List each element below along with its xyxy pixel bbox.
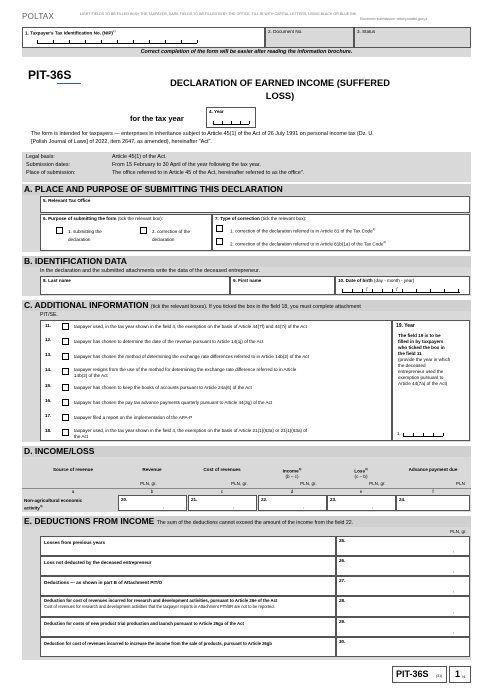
year-19-field[interactable] [392, 320, 470, 441]
non-agri-activity-label: Non-agricultural economic [24, 498, 83, 503]
deduction-field-29[interactable]: 29. , [336, 617, 470, 637]
electronic-submission-note: Electronic submission: www.podatki.gov.pl [360, 17, 428, 21]
col-letter-d: d [290, 489, 294, 494]
option-17-label: taxpayer filed a report on the implementation of the APA-P [74, 415, 193, 420]
nip-label: 1. Taxpayer's Tax Identification No. (NIP)$^{1)}$ [25, 29, 116, 36]
section-c-subtitle-2: PIT/SE. [40, 312, 58, 318]
brochure-warning: Correct completion of the form will be easier after reading the information brochure. [140, 49, 353, 55]
non-agri-activity-label-2: activity$^{4)}$ [24, 504, 43, 511]
correction-type-label: 7. Type of correction (tick the relevant box): [215, 216, 307, 221]
option-18-label: taxpayer used, in the tax year shown in the field 4, the exemption on the basis of Article 21(1)(63a) or 21(1)(63a) of [74, 428, 308, 433]
intro-line1: The form is intended for taxpayers — enterprises in inheritance subject to Article 45(1) of the Act of 26 July 1991 on personal income tax (Dz. U. [31, 131, 374, 137]
footer-page-total: /4 [462, 674, 466, 679]
advance-field-24[interactable]: 24. [396, 495, 470, 511]
purpose-label: 6. Purpose of submitting the form (tick the relevant box): [43, 216, 163, 221]
year-19-note-5: (provide the year in which [398, 357, 451, 362]
form-title-line1: DECLARATION OF EARNED INCOME (SUFFERED [170, 78, 390, 88]
nip-field[interactable] [22, 27, 265, 48]
fill-notice: LIGHT FIELDS TO BE FILLED IN BY THE TAXPAYER, DARK FIELDS TO BE FILLED IN BY THE OFFICE. FILL IN WITH CAPITAL LETTERS, USING BLACK OR BLUE INK. [80, 12, 358, 16]
year-19-note-3: who ticked the box in [398, 345, 445, 350]
option-17-number: 17. [45, 413, 52, 418]
option-14-number: 14. [45, 367, 52, 372]
col-letter-b: b [150, 489, 154, 494]
col-advance-header: Advance payment due [408, 467, 458, 472]
section-d-header: D. INCOME/LOSS [22, 446, 471, 457]
section-c-header [22, 300, 471, 311]
last-name-field[interactable] [40, 276, 230, 295]
col-income-header: Income$^{3)}$ [282, 467, 302, 474]
col-cost-header: Cost of revenues [203, 467, 241, 472]
section-c-subtitle: (tick the relevant boxes). If you ticked the box in the field 18, you must complete attachment [150, 304, 361, 310]
cost-field-21[interactable]: 21. , [188, 495, 257, 511]
deduction-field-30[interactable]: 30. [336, 637, 470, 657]
section-e-units: PLN, gr. [450, 529, 467, 534]
relevant-tax-office-field[interactable] [40, 196, 470, 213]
correction-81-checkbox[interactable] [216, 225, 223, 232]
status-field [354, 27, 471, 48]
col-letter-f: f [432, 489, 434, 494]
option-15-checkbox[interactable] [62, 384, 69, 391]
col-income-formula: (b – c) [285, 474, 299, 479]
year-19-note-2: filled in by taxpayers [398, 339, 444, 344]
document-no-field [265, 27, 354, 48]
correction-81b-label: 2. correction of the declaration referred to in Article 81b(1a) of the Tax Code$^{2)}$ [230, 240, 387, 247]
option-18-label-2: the Act [74, 434, 89, 439]
option-18-number: 18. [45, 428, 52, 433]
footer-code-text: PIT-36S [396, 669, 429, 679]
first-name-label: 9. First name [233, 278, 262, 283]
section-a-header: A. PLACE AND PURPOSE OF SUBMITTING THIS DECLARATION [22, 184, 471, 195]
form-code: PIT-36S [28, 68, 72, 82]
option-14-label: taxpayer resigns from the use of the method for determining the exchange rate difference referred to in Article [74, 367, 297, 372]
year-19-note-4: the field 11 [398, 351, 422, 356]
col-letter-c: c [220, 489, 224, 494]
purpose-submit-label: 1. submitting the [68, 229, 102, 234]
revenue-field-20[interactable]: 20. , [118, 495, 187, 511]
section-e-title: E. DEDUCTIONS FROM INCOME [24, 516, 155, 526]
correction-81-label: 1. correction of the declaration referred to in Article 81 of the Tax Code$^{2)}$ [230, 227, 376, 234]
option-18-checkbox[interactable] [62, 429, 69, 436]
form-code-underline [57, 83, 81, 84]
col-income-unit: PLN, gr. [300, 481, 317, 486]
col-advance-unit: PLN [456, 481, 465, 486]
identification-note: In the declaration and the submitted attachments write the data of the deceased entrepreneur. [40, 268, 260, 274]
option-13-checkbox[interactable] [62, 353, 69, 360]
date-of-birth-label: 10. Date of birth (day - month - year) [338, 278, 415, 283]
deduction-field-28[interactable]: 28. , [336, 596, 470, 617]
option-16-number: 16. [45, 398, 52, 403]
footer-version: (31) [436, 674, 443, 678]
year-label: 4. Year [209, 109, 224, 114]
deduction-label-25: Losses from previous years [40, 536, 336, 556]
purpose-submit-checkbox[interactable] [56, 227, 63, 234]
option-11-checkbox[interactable] [62, 323, 69, 330]
option-16-checkbox[interactable] [62, 399, 69, 406]
purpose-submit-label-2: declaration [68, 237, 91, 242]
income-field-22[interactable]: 22. , [258, 495, 327, 511]
year-19-note-7: entrepreneur used the [398, 369, 444, 374]
option-15-number: 15. [45, 383, 52, 388]
year-19-note-9: Article 44(7a) of the Act) [398, 381, 448, 386]
submission-dates-key: Submission dates: [26, 162, 71, 168]
option-12-number: 12. [45, 337, 52, 342]
section-e-header [22, 516, 471, 527]
status-label: 3. Status [357, 29, 376, 34]
relevant-tax-office-label: 5. Relevant Tax Office [43, 198, 91, 203]
year-19-note-6: the deceased [398, 363, 426, 368]
option-13-number: 13. [45, 352, 52, 357]
option-16-label: taxpayer has chosen the pay tax advance payments quarterly pursuant to Article 44(3g) of the Act [74, 400, 273, 405]
place-of-submission-key: Place of submission: [26, 170, 76, 176]
place-of-submission-value: The office referred to in Article 45 of the Act, hereinafter referred to as the office". [112, 170, 305, 176]
document-no-label: 2. Document No. [268, 29, 303, 34]
deduction-field-25[interactable]: 25. , [336, 536, 470, 556]
col-revenue-header: Revenue [142, 467, 162, 472]
option-17-checkbox[interactable] [62, 414, 69, 421]
footer-page-number [449, 666, 471, 683]
year-19-prefix: 1. [397, 431, 401, 436]
tax-year-label: for the tax year [130, 114, 184, 123]
legal-basis-value: Article 45(1) of the Act. [112, 154, 167, 160]
form-title-line2: LOSS) [265, 91, 295, 101]
option-14-checkbox[interactable] [62, 368, 69, 375]
legal-basis-key: Legal basis: [26, 154, 55, 160]
year-19-note-8: exemption pursuant to [398, 375, 444, 380]
option-12-label: taxpayer has chosen to determine the date of the revenue pursuant to Article 14(1j) of the Act [74, 339, 264, 344]
correction-81b-checkbox[interactable] [216, 238, 223, 245]
deduction-label-30: Deduction for cost of revenues incurred to increase the income from the sale of products, pursuant to Article 26gb [40, 637, 336, 657]
footer-page-text: 1 [455, 669, 461, 679]
deduction-label-26: Loss not deducted by the deceased entrepreneur [40, 556, 336, 576]
purpose-correction-label: 2. correction of the [152, 229, 191, 234]
option-14-label-2: 14b(2) of the Act [74, 373, 108, 378]
deduction-field-26[interactable]: 26. , [336, 556, 470, 576]
purpose-correction-label-2: declaration [152, 237, 175, 242]
purpose-correction-checkbox[interactable] [140, 227, 147, 234]
deduction-label-28: Deduction for cost of revenues incurred for research and development activities, pursuant to Article 26e of the Act Cost of revenues for research and development activities that the taxpayer reports in Attachment PIT/BR are not to be reported. [40, 596, 336, 617]
col-loss-formula: (c – b) [354, 474, 368, 479]
year-19-note-1: The field 19 is to be [398, 333, 441, 338]
brand-logo: POLTAX [22, 12, 55, 21]
deduction-field-27[interactable]: 27. , [336, 576, 470, 596]
submission-dates-value: From 15 February to 30 April of the year following the tax year. [112, 162, 261, 168]
last-name-label: 8. Last name [43, 278, 71, 283]
option-13-label: taxpayer has chosen the method of determining the exchange rate differences referred to in Article 14b(2) of the Act [74, 354, 309, 359]
deduction-label-27: Deductions — as shown in part B of Attachment PIT/O [40, 576, 336, 596]
col-revenue-unit: PLN, gr. [140, 481, 157, 486]
col-cost-unit: PLN, gr. [231, 481, 248, 486]
col-source-header: Source of revenue [52, 467, 94, 472]
first-name-field[interactable] [230, 276, 335, 295]
section-b-header: B. IDENTIFICATION DATA [22, 256, 471, 267]
section-e-subtitle: The sum of the deductions cannot exceed the amount of the income from the field 22. [156, 520, 354, 526]
footer-form-code [392, 666, 447, 683]
loss-field-23[interactable]: 23. , [327, 495, 396, 511]
option-11-number: 11. [45, 323, 52, 328]
deduction-label-29: Deduction for costs of new product trial production and launch pursuant to Article 26ga of the Act [40, 617, 336, 637]
option-12-checkbox[interactable] [62, 338, 69, 345]
col-loss-unit: PLN, gr. [369, 481, 386, 486]
option-15-label: taxpayer has chosen to keep the books of accounts pursuant to Article 24a(6) of the Act [74, 385, 252, 390]
col-loss-header: Loss$^{3)}$ [354, 467, 368, 474]
col-letter-e: e [359, 489, 363, 494]
year-field[interactable] [206, 107, 256, 128]
date-of-birth-field[interactable]: 10. Date of birth (day - month - year) / / [335, 276, 470, 295]
col-letter-a: a [71, 489, 75, 494]
option-11-label: taxpayer used, in the tax year shown in the field 4, the exemption on the basis of Article 44(7f) and 44(7i) of the Act [74, 324, 307, 329]
section-c-title: C. ADDITIONAL INFORMATION [24, 300, 149, 310]
year-19-title: 19. Year [396, 323, 415, 329]
intro-line2: [Polish Journal of Laws] of 2022, item 2647, as amended), hereinafter "Act". [31, 139, 212, 145]
